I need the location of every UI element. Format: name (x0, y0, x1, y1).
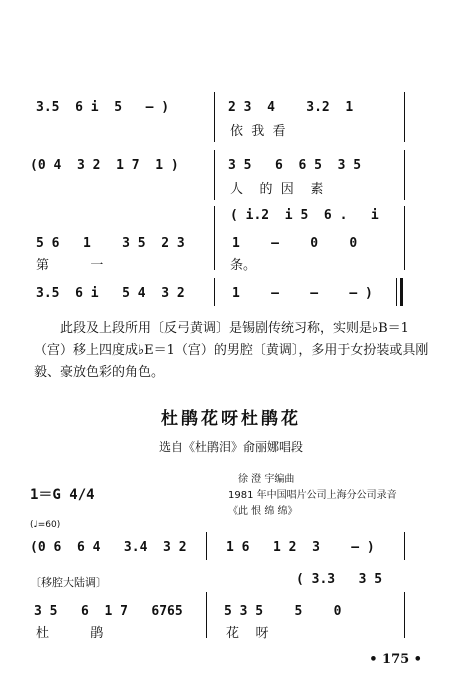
song-row-2-right-top: ( 3.3 3 5 (296, 572, 383, 587)
page-number: • 175 • (369, 652, 422, 667)
barline (404, 92, 405, 142)
final-barline (400, 278, 403, 306)
song-subtitle: 选自《杜鹃泪》俞丽娜唱段 (158, 440, 303, 454)
tempo-marking: (♩=60) (30, 520, 61, 530)
barline (214, 278, 215, 306)
key-signature: 1＝G 4/4 (30, 487, 95, 503)
explanatory-paragraph: 此段及上段所用〔反弓黄调〕是锡剧传统习称，实则是♭B＝1（宫）移上四度成♭E＝1（宫）的男腔〔黄调〕，多用于女扮装或具刚毅、豪放色彩的角色。 (34, 321, 429, 380)
score-line-3-left: 5 6 1 3 5 2 3 (36, 236, 185, 251)
song-title: 杜鹃花呀杜鹃花 (161, 409, 301, 429)
song-lyric-left: 杜 鹃 (36, 626, 104, 641)
credit-source: 《此 恨 绵 绵》 (228, 506, 298, 517)
score-line-4-right: 1 – – – ) (232, 286, 373, 301)
score-line-1-right: 2 3 4 3.2 1 (228, 100, 354, 115)
tune-label: 〔移腔大陆调〕 (30, 576, 107, 589)
barline (404, 532, 405, 560)
song-row-2-right: 5 3 5 5 0 (224, 604, 342, 619)
score-line-3-right-top: ( i.2 i 5 6 . i (230, 208, 379, 223)
barline (206, 592, 207, 638)
lyric-line-2: 人 的 因 素 (230, 182, 324, 197)
song-row-1-left: (0 6 6 4 3.4 3 2 (30, 540, 187, 555)
song-lyric-right: 花 呀 (226, 626, 269, 641)
barline (214, 206, 215, 270)
lyric-line-1: 依 我 看 (230, 124, 286, 139)
credit-arranger: 徐 澄 宇编曲 (238, 474, 295, 485)
barline (404, 150, 405, 200)
lyric-line-3-right: 条。 (230, 258, 257, 273)
song-row-1-right: 1 6 1 2 3 – ) (226, 540, 375, 555)
score-line-1-left: 3.5 6 i 5 – ) (36, 100, 170, 115)
barline (404, 206, 405, 270)
barline (396, 278, 397, 306)
credit-recording: 1981 年中国唱片公司上海分公司录音 (228, 490, 397, 501)
barline (214, 150, 215, 200)
score-line-2-right: 3 5 6 6 5 3 5 (228, 158, 362, 173)
score-line-3-right: 1 – 0 0 (232, 236, 358, 251)
barline (206, 532, 207, 560)
score-line-2-left: (0 4 3 2 1 7 1 ) (30, 158, 179, 173)
score-line-4-left: 3.5 6 i 5 4 3 2 (36, 286, 185, 301)
lyric-line-3-left: 第 一 (36, 258, 104, 273)
song-row-2-left: 3 5 6 1 7 6765 (34, 604, 183, 619)
barline (214, 92, 215, 142)
barline (404, 592, 405, 638)
